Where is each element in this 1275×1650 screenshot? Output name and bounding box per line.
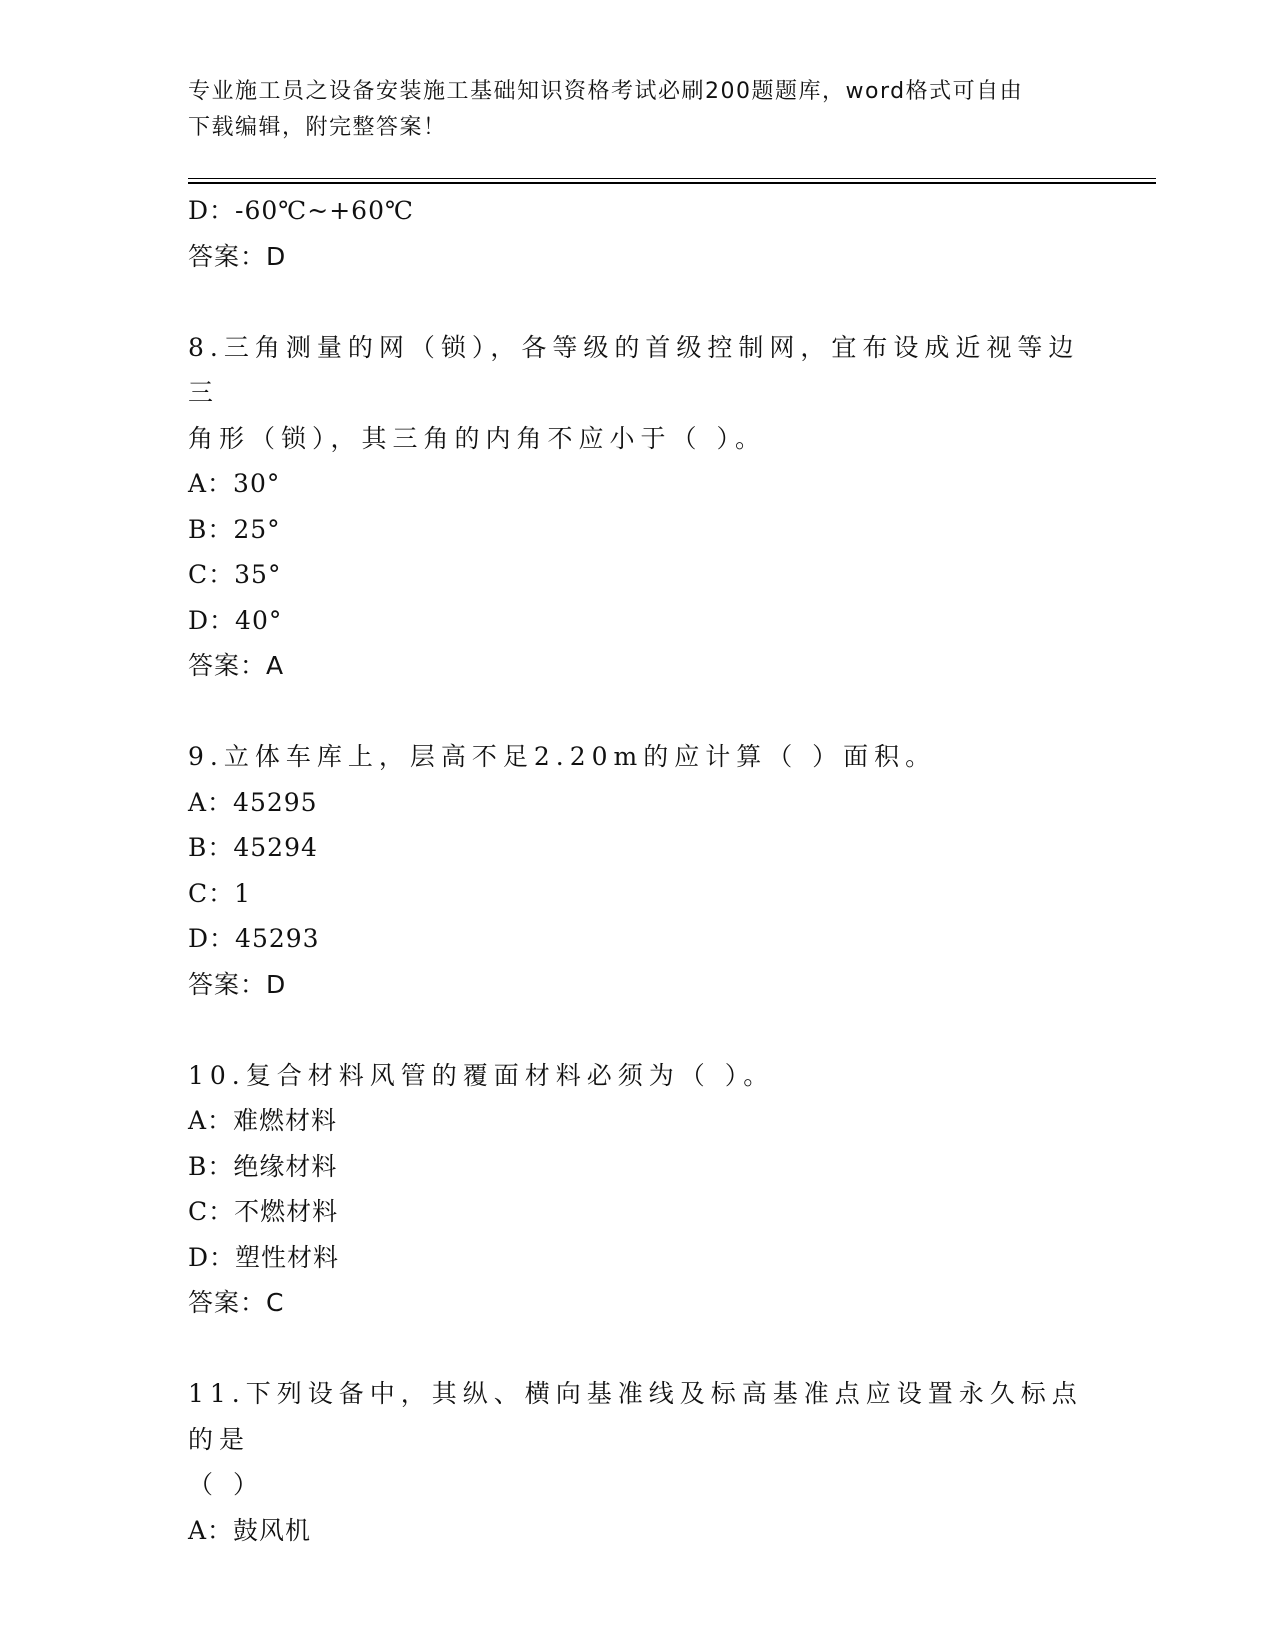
question-10-option-b: B：绝缘材料: [188, 1151, 338, 1181]
question-8-text-line-2: 角形（锁），其三角的内角不应小于（ ）。: [188, 423, 766, 453]
question-11-text-line-2: （ ）: [188, 1470, 264, 1499]
question-9-text: 9.立体车库上，层高不足2.20m的应计算（ ）面积。: [188, 742, 937, 771]
spacer: [188, 279, 1088, 325]
header-line-1: 专业施工员之设备安装施工基础知识资格考试必刷200题题库，word格式可自由: [188, 79, 1024, 104]
question-9-answer: 答案：D: [188, 969, 287, 999]
question-list: [188, 188, 1088, 1553]
question-8-text-line-1: 8.三角测量的网（锁），各等级的首级控制网，宜布设成近视等边三: [188, 332, 1080, 407]
document-header: [188, 74, 1088, 146]
question-8-option-c: C：35°: [188, 560, 282, 589]
option-d: D：-60℃~+60℃: [188, 196, 414, 225]
spacer: [188, 1007, 1088, 1053]
question-9-option-d: D：45293: [188, 924, 320, 953]
question-9-option-c: C：1: [188, 878, 252, 908]
question-10-text: 10.复合材料风管的覆面材料必须为（ ）。: [188, 1060, 775, 1090]
question-11-text-line-1: 11.下列设备中，其纵、横向基准线及标高基准点应设置永久标点的是: [188, 1379, 1083, 1454]
question-10-option-d: D：塑性材料: [188, 1242, 340, 1272]
question-9-option-b: B：45294: [188, 833, 318, 862]
question-8-answer: 答案：A: [188, 651, 285, 680]
question-8-option-a: A：30°: [188, 469, 281, 498]
question-9-option-a: A：45295: [188, 787, 318, 817]
question-10-option-a: A：难燃材料: [188, 1106, 338, 1135]
spacer: [188, 1326, 1088, 1372]
header-divider-thick: [188, 182, 1156, 184]
question-10-option-c: C：不燃材料: [188, 1197, 339, 1226]
question-10-answer: 答案：C: [188, 1288, 285, 1317]
question-8-option-d: D：40°: [188, 605, 283, 635]
spacer: [188, 689, 1088, 735]
answer-line: 答案：D: [188, 241, 287, 271]
header-line-2: 下载编辑，附完整答案！: [188, 115, 447, 140]
header-divider-thin: [188, 178, 1156, 179]
question-8-option-b: B：25°: [188, 514, 281, 544]
question-11-option-a: A：鼓风机: [188, 1515, 312, 1545]
